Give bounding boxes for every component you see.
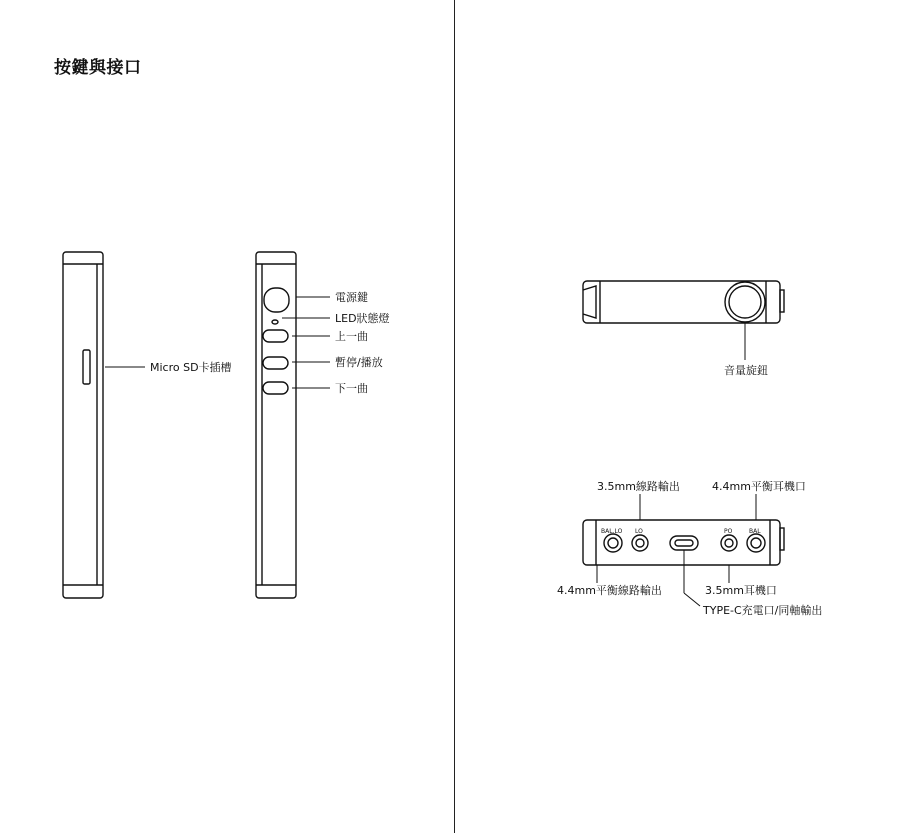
bal-port-label: BAL — [749, 528, 761, 535]
play-pause-label: 暫停/播放 — [335, 356, 383, 369]
page-title: 按鍵與接口 — [54, 58, 142, 78]
led-icon — [272, 320, 278, 324]
next-label: 下一曲 — [335, 382, 368, 395]
typec-label: TYPE-C充電口/同軸輸出 — [703, 604, 823, 617]
prev-label: 上一曲 — [335, 330, 368, 343]
volume-knob-icon — [725, 282, 765, 322]
top-view — [583, 281, 784, 323]
sd-slot-icon — [83, 350, 90, 384]
typec-port-icon — [670, 536, 698, 550]
lo-port-label: LO — [635, 528, 643, 535]
line-out-35-label: 3.5mm線路輸出 — [597, 480, 680, 493]
right-side-view — [256, 252, 296, 598]
po-port-label: PO — [724, 528, 733, 535]
next-key-icon — [263, 382, 288, 394]
headphone-35-label: 3.5mm耳機口 — [705, 584, 777, 597]
led-label: LED狀態燈 — [335, 312, 390, 325]
left-side-view — [63, 252, 103, 598]
volume-knob-label: 音量旋鈕 — [724, 364, 768, 377]
power-key-label: 電源鍵 — [335, 291, 368, 304]
sd-slot-label: Micro SD卡插槽 — [150, 361, 232, 374]
prev-key-icon — [263, 330, 288, 342]
play-pause-key-icon — [263, 357, 288, 369]
power-key-icon — [264, 288, 289, 312]
bal-out-44-label: 4.4mm平衡耳機口 — [712, 480, 806, 493]
bal-line-out-44-label: 4.4mm平衡線路輸出 — [557, 584, 662, 597]
bal-lo-port-label: BAL.LO — [601, 528, 623, 535]
